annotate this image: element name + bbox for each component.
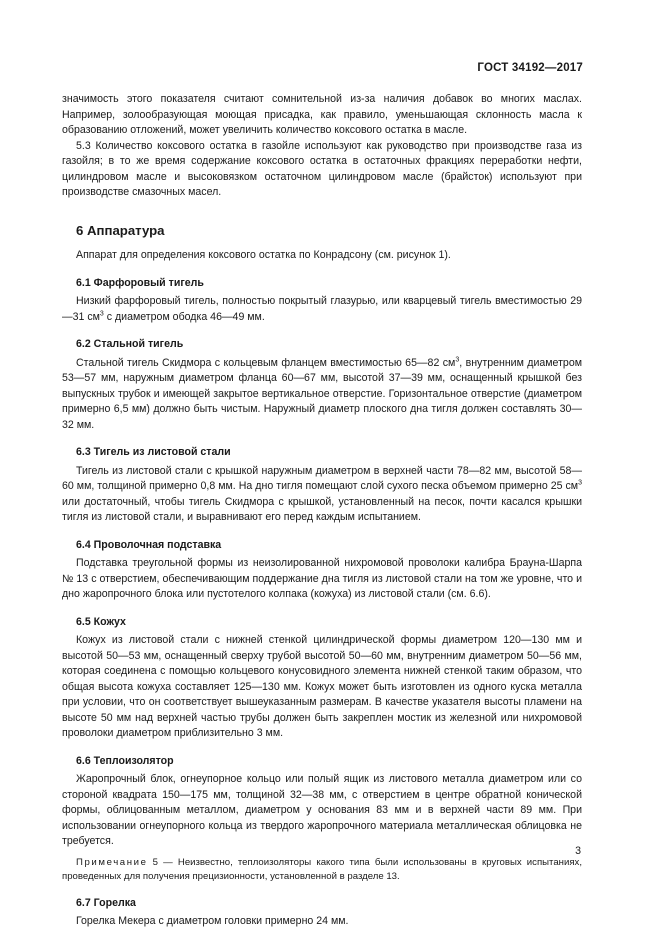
subsection-title-6-2: 6.2 Стальной тигель [76, 338, 184, 350]
section-title: 6 Аппаратура [76, 222, 165, 238]
page-content [62, 92, 582, 930]
subsection-text-6-7: Горелка Мекера с диаметром головки примерно 24 мм. [76, 915, 349, 927]
subsection-text-6-4: Подставка треугольной формы из неизолированной нихромовой проволоки калибра Брауна-Шарпа № 13 с отверстием, обеспечивающим поддержание дна тигля из листовой стали на том же уровне, что и дно жаропрочного блока или пустотелого колпака (кожуха) из листовой стали (см. 6.6). [62, 557, 582, 600]
subsection-text-6-1: Низкий фарфоровый тигель, полностью покрытый глазурью, или кварцевый тигель вместимостью 29—31 $см^3$ с диаметром ободка 46—49 мм. [62, 295, 582, 323]
subsection-title-6-7: 6.7 Горелка [76, 896, 136, 909]
subsection-title-6-6: 6.6 Теплоизолятор [76, 754, 174, 767]
standard-number: ГОСТ 34192—2017 [477, 62, 583, 74]
page-number: 3 [575, 845, 581, 857]
subsection-text-6-3: Тигель из листовой стали с крышкой наружным диаметром в верхней части 78—82 мм, высотой 58—60 мм, толщиной примерно 0,8 мм. На дно тигля помещают слой сухого песка объемом примерно 25 $см^3$ или достаточный, чтобы тигель Скидмора с крышкой, установленный на песок, почти касался крышки тигля из листовой стали, и выравнивают его перед каждым испытанием. [62, 464, 582, 523]
section-intro: Аппарат для определения коксового остатка по Конрадсону (см. рисунок 1). [76, 249, 451, 261]
subsection-title-6-4: 6.4 Проволочная подставка [76, 538, 222, 551]
subsection-text-6-2: Стальной тигель Скидмора с кольцевым фланцем вместимостью 65—82 $см^3$, внутренним диаметром 53—57 мм, наружным диаметром фланца 60—67 мм, высотой 37—39 мм, оснащенный крышкой без выпускных трубок и имеющей закрытое вертикальное отверстие. Горизонтальное отверстие (диаметром примерно 6,5 мм) должно быть чистым. Наружный диаметр плоского дна тигля должен составлять 30—32 мм. [62, 355, 582, 431]
note-number: 5 — [147, 856, 178, 868]
subsection-title-6-5: 6.5 Кожух [76, 615, 126, 628]
paragraph-continued: значимость этого показателя считают сомнительной из-за наличия добавок во многих маслах. Например, золообразующая моющая присадка, как правило, уменьшающая склонность масла к образованию отложений, может увеличить количество коксового остатка в масле. [62, 93, 582, 136]
subsection-title-6-3: 6.3 Тигель из листовой стали [76, 446, 231, 458]
subsection-title-6-1: 6.1 Фарфоровый тигель [76, 276, 204, 289]
subsection-text-6-6: Жаропрочный блок, огнеупорное кольцо или полый ящик из листового металла диаметром или со стороной квадрата 150—175 мм, толщиной 32—38 мм, с отверстием в центре обратной конической формы, облицованным металлом, диаметром у основания 83 мм и в верхней части 89 мм. При использовании огнеупорного кольца из твердого жаропрочного материала металлическая облицовка не требуется. [62, 773, 582, 847]
subsection-text-6-5: Кожух из листовой стали с нижней стенкой цилиндрической формы диаметром 120—130 мм и высотой 50—53 мм, оснащенный сверху трубой высотой 50—60 мм, внутренним диаметром 50—56 мм, которая соединена с помощью кольцевого конусовидного элемента нижней стенкой таким образом, что общая высота кожуха составляет 125—130 мм. Кожух может быть изготовлен из одного куска металла при условии, что он соответствует вышеуказанным размерам. В качестве указателя высоты пламени на высоте 50 мм над верхней частью трубы должен быть закреплен мостик из железной или нихромовой проволоки диаметром приблизительно 3 мм. [62, 634, 582, 739]
note-text: Неизвестно, теплоизоляторы какого типа были использованы в круговых испытаниях, проведенных для получения прецизионности, установленной в разделе 13. [62, 856, 582, 882]
note-5 [62, 856, 582, 884]
paragraph-5-3: 5.3 Количество коксового остатка в газойле используют как руководство при производстве газа из газойля; в то же время содержание коксового остатка в остаточных фракциях переработки нефти, цилиндровом масле и высоковязком остаточном цилиндровом масле (брайсток) используют при производстве смазочных масел. [62, 139, 582, 198]
note-label: Примечание [76, 856, 148, 868]
